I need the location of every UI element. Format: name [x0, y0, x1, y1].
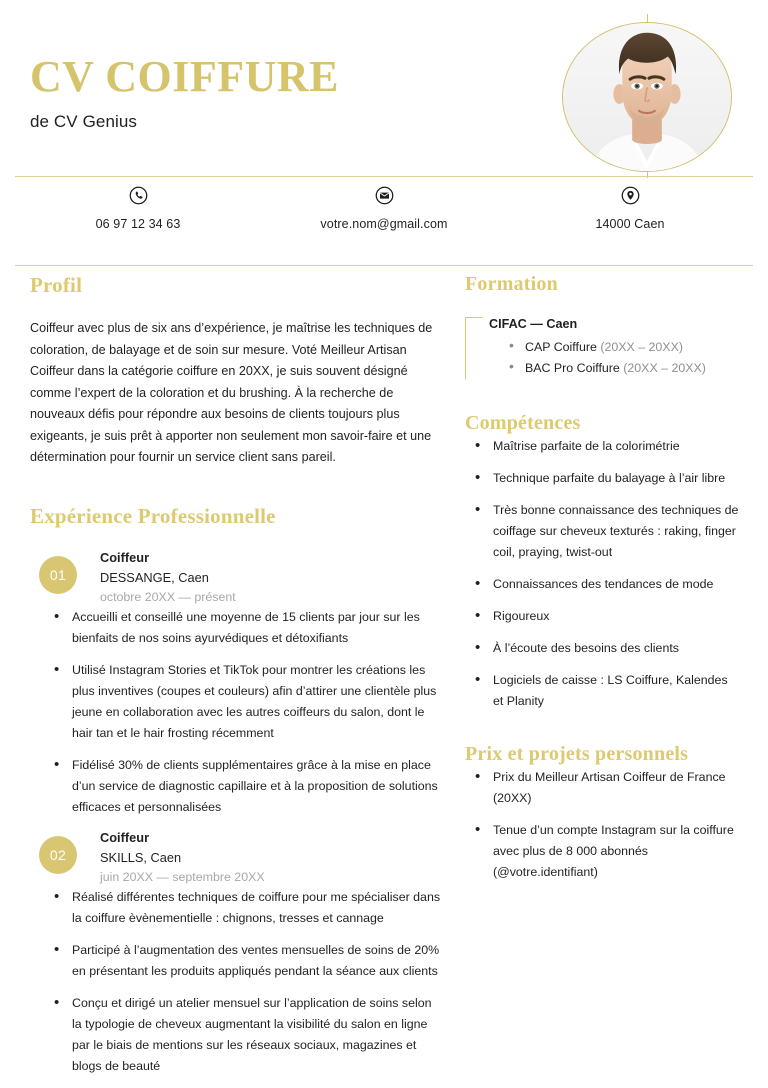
experience-bullet-list	[30, 607, 442, 818]
list-item: • Prix du Meilleur Artisan Coiffeur de France (20XX)	[465, 767, 740, 809]
contact-item-email	[261, 186, 507, 232]
experience-company: SKILLS, Caen	[100, 849, 182, 865]
contact-item-location	[507, 186, 753, 232]
degree-name: CAP Coiffure	[525, 340, 597, 354]
experience-header	[30, 829, 442, 887]
name-block	[30, 52, 339, 134]
degree-name: BAC Pro Coiffure	[525, 361, 620, 375]
formation-bracket-accent	[465, 317, 483, 379]
formation-school-name: CIFAC — Caen	[489, 317, 578, 331]
degree-years: (20XX – 20XX)	[623, 361, 706, 375]
page-title: CV COIFFURE	[30, 52, 340, 101]
experience-role: Coiffeur	[100, 829, 150, 845]
list-item: • Très bonne connaissance des techniques de coiffage sur cheveux texturés : raking, finger coil, praying, twist-out	[465, 500, 740, 563]
list-item: • Réalisé différentes techniques de coiffure pour me spécialiser dans la coiffure èvènementielle : chignons, tresses et cannage	[44, 887, 442, 929]
list-item	[489, 337, 740, 358]
experience-dates: juin 20XX — septembre 20XX	[100, 869, 265, 884]
contact-item-phone	[15, 186, 261, 232]
contact-divider-rule	[15, 265, 753, 266]
profile-summary-text: Coiffeur avec plus de six ans d’expérience, je maîtrise les techniques de coloration, de balayage et de soin sur mesure. Voté Meilleur Artisan Coiffeur dans la catégorie coiffure en 20XX, je suis souvent désigné comme l’expert de la coloration et du brushing. À la recherche de nouveaux défis pour répondre aux besoins de clients toujours plus exigeants, je suis prêt à apporter non seulement mon savoir-faire et une détermination pour fournir un service client sans pareil.	[30, 321, 433, 464]
skills-list	[465, 436, 740, 712]
list-item: • À l’écoute des besoins des clients	[465, 638, 740, 659]
page-subtitle: de CV Genius	[30, 112, 138, 131]
avatar	[562, 22, 732, 172]
contact-phone-value: 06 97 12 34 63	[95, 217, 181, 231]
experience-bullet-list	[30, 887, 442, 1077]
location-pin-icon	[621, 186, 640, 205]
list-item: • Logiciels de caisse : LS Coiffure, Kalendes et Planity	[465, 670, 740, 712]
formation-entry	[465, 315, 740, 379]
left-column	[30, 272, 442, 1088]
experience-dates: octobre 20XX — présent	[100, 589, 236, 604]
experience-entry	[30, 549, 442, 818]
phone-icon	[129, 186, 148, 205]
experience-role: Coiffeur	[100, 549, 150, 565]
experience-header	[30, 549, 442, 607]
portrait-photo-icon	[563, 23, 731, 171]
section-heading-profil: Profil	[30, 273, 83, 297]
list-item	[489, 358, 740, 379]
right-column	[465, 272, 740, 894]
section-heading-prix-projets: Prix et projets personnels	[465, 743, 689, 765]
experience-entry	[30, 829, 442, 1077]
degree-years: (20XX – 20XX)	[600, 340, 683, 354]
experience-number-badge: 01	[39, 556, 77, 594]
contact-email-value: votre.nom@gmail.com	[320, 217, 448, 231]
awards-list	[465, 767, 740, 883]
list-item: • Technique parfaite du balayage à l’air libre	[465, 468, 740, 489]
list-item: • Tenue d’un compte Instagram sur la coiffure avec plus de 8 000 abonnés (@votre.identifiant)	[465, 820, 740, 883]
contact-row	[15, 186, 753, 232]
list-item: • Utilisé Instagram Stories et TikTok pour montrer les créations les plus inventives (coupes et couleurs) afin d’attirer une clientèle plus jeune en collaboration avec les autres coiffeurs du salon, dont le hair tan et le hair frosting récemment	[44, 660, 442, 744]
section-heading-formation: Formation	[465, 273, 558, 295]
experience-company: DESSANGE, Caen	[100, 569, 209, 585]
list-item: • Maîtrise parfaite de la colorimétrie	[465, 436, 740, 457]
contact-location-value: 14000 Caen	[595, 217, 665, 231]
list-item: • Participé à l’augmentation des ventes mensuelles de soins de 20% en présentant les produits appliqués pendant la séance aux clients	[44, 940, 442, 982]
section-heading-experience: Expérience Professionnelle	[30, 503, 276, 528]
envelope-icon	[375, 186, 394, 205]
header-divider-rule	[15, 176, 753, 177]
formation-degree-list	[489, 337, 740, 379]
list-item: • Conçu et dirigé un atelier mensuel sur l’application de soins selon la typologie de cheveux augmentant la visibilité du salon en ligne par le biais de mentions sur les réseaux sociaux, magazines et blogs de beauté	[44, 993, 442, 1077]
list-item: • Accueilli et conseillé une moyenne de 15 clients par jour sur les bienfaits de nos soins ayurvédiques et détoxifiants	[44, 607, 442, 649]
experience-number-badge: 02	[39, 836, 77, 874]
list-item: • Fidélisé 30% de clients supplémentaires grâce à la mise en place d’un service de diagnostic capillaire et à la proposition de solutions efficaces et personnalisées	[44, 755, 442, 818]
list-item: • Rigoureux	[465, 606, 740, 627]
list-item: • Connaissances des tendances de mode	[465, 574, 740, 595]
section-heading-competences: Compétences	[465, 412, 581, 434]
cv-header	[0, 0, 768, 176]
